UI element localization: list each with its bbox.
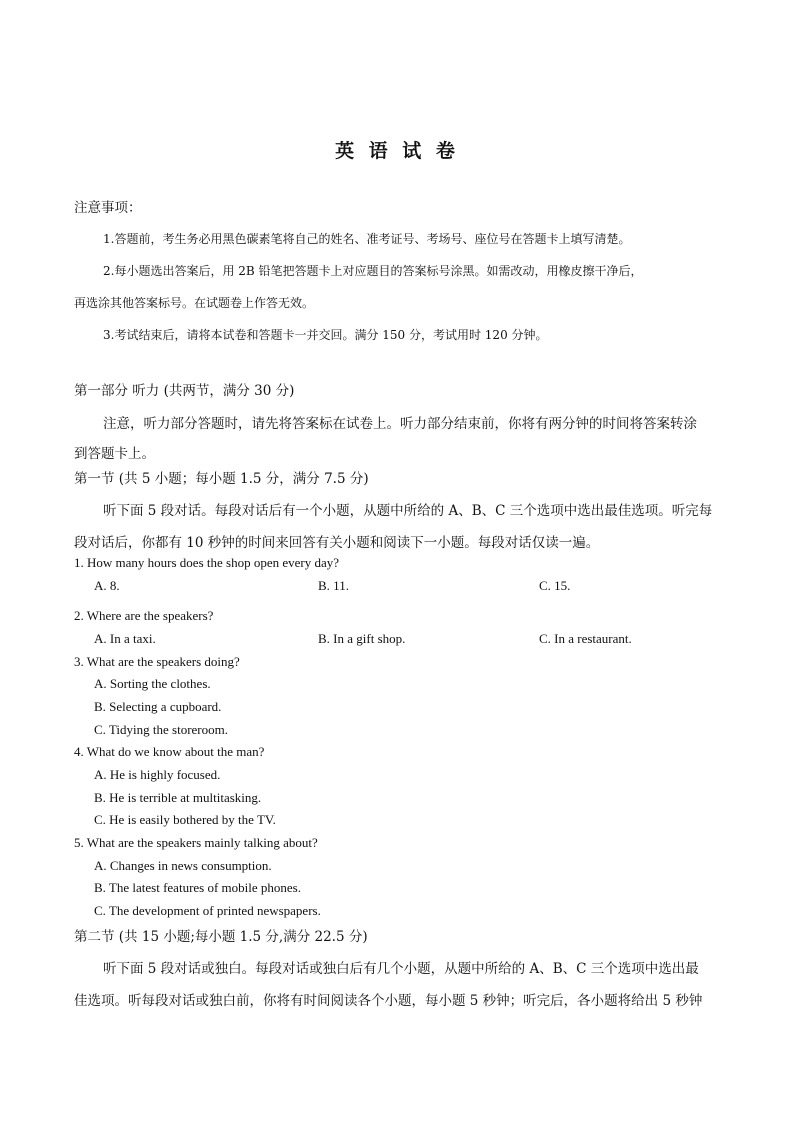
question-4-stem: 4. What do we know about the man? [74,744,265,759]
question-5-option-a: A. Changes in news consumption. [94,858,272,873]
question-2-option-c: C. In a restaurant. [539,631,632,646]
notice-item-3: 3.考试结束后，请将本试卷和答题卡一并交回。满分 150 分，考试用时 120 分钟。 [103,328,548,342]
question-4-option-b: B. He is terrible at multitasking. [94,790,262,805]
part1-note-line-1: 注意，听力部分答题时，请先将答案标在试卷上。听力部分结束前，你将有两分钟的时间将答案转涂 [103,416,697,432]
question-3-option-a: A. Sorting the clothes. [94,676,211,691]
section1-instr-line-2: 段对话后，你都有 10 秒钟的时间来回答有关小题和阅读下一小题。每段对话仅读一遍。 [74,535,600,551]
section2-heading: 第二节 (共 15 小题;每小题 1.5 分,满分 22.5 分) [74,929,368,945]
question-5-option-c: C. The development of printed newspapers. [94,903,321,918]
question-2-option-a: A. In a taxi. [94,631,156,646]
question-3-stem: 3. What are the speakers doing? [74,654,240,669]
notice-item-1: 1.答题前，考生务必用黑色碳素笔将自己的姓名、准考证号、考场号、座位号在答题卡上填写清楚。 [103,232,631,246]
question-1-stem: 1. How many hours does the shop open every day? [74,555,339,570]
question-2-stem: 2. Where are the speakers? [74,608,214,623]
question-1-option-c: C. 15. [539,578,571,593]
question-1-option-a: A. 8. [94,578,120,593]
section2-instr-line-1: 听下面 5 段对话或独白。每段对话或独白后有几个小题，从题中所给的 A、B、C 三个选项中选出最 [103,961,699,977]
part1-heading: 第一部分 听力 (共两节，满分 30 分) [74,383,295,399]
section1-instr-line-1: 听下面 5 段对话。每段对话后有一个小题，从题中所给的 A、B、C 三个选项中选出最佳选项。听完每 [103,503,713,519]
section1-heading: 第一节 (共 5 小题；每小题 1.5 分，满分 7.5 分) [74,471,369,487]
section2-instr-line-2: 佳选项。听每段对话或独白前，你将有时间阅读各个小题，每小题 5 秒钟；听完后，各小题将给出 5 秒钟 [74,993,703,1009]
question-4-option-c: C. He is easily bothered by the TV. [94,812,276,827]
notice-heading: 注意事项： [74,200,142,216]
question-4-option-a: A. He is highly focused. [94,767,221,782]
question-5-stem: 5. What are the speakers mainly talking about? [74,835,318,850]
notice-item-2-line-2: 再选涂其他答案标号。在试题卷上作答无效。 [74,296,315,310]
part1-note-line-2: 到答题卡上。 [74,446,155,462]
question-3-option-b: B. Selecting a cupboard. [94,699,222,714]
question-2-option-b: B. In a gift shop. [318,631,406,646]
notice-item-2-line-1: 2.每小题选出答案后，用 2B 铅笔把答题卡上对应题目的答案标号涂黑。如需改动，用橡皮擦干净后， [103,264,643,278]
question-3-option-c: C. Tidying the storeroom. [94,722,228,737]
question-5-option-b: B. The latest features of mobile phones. [94,880,301,895]
question-1-option-b: B. 11. [318,578,349,593]
page-title: 英 语 试 卷 [335,140,459,162]
